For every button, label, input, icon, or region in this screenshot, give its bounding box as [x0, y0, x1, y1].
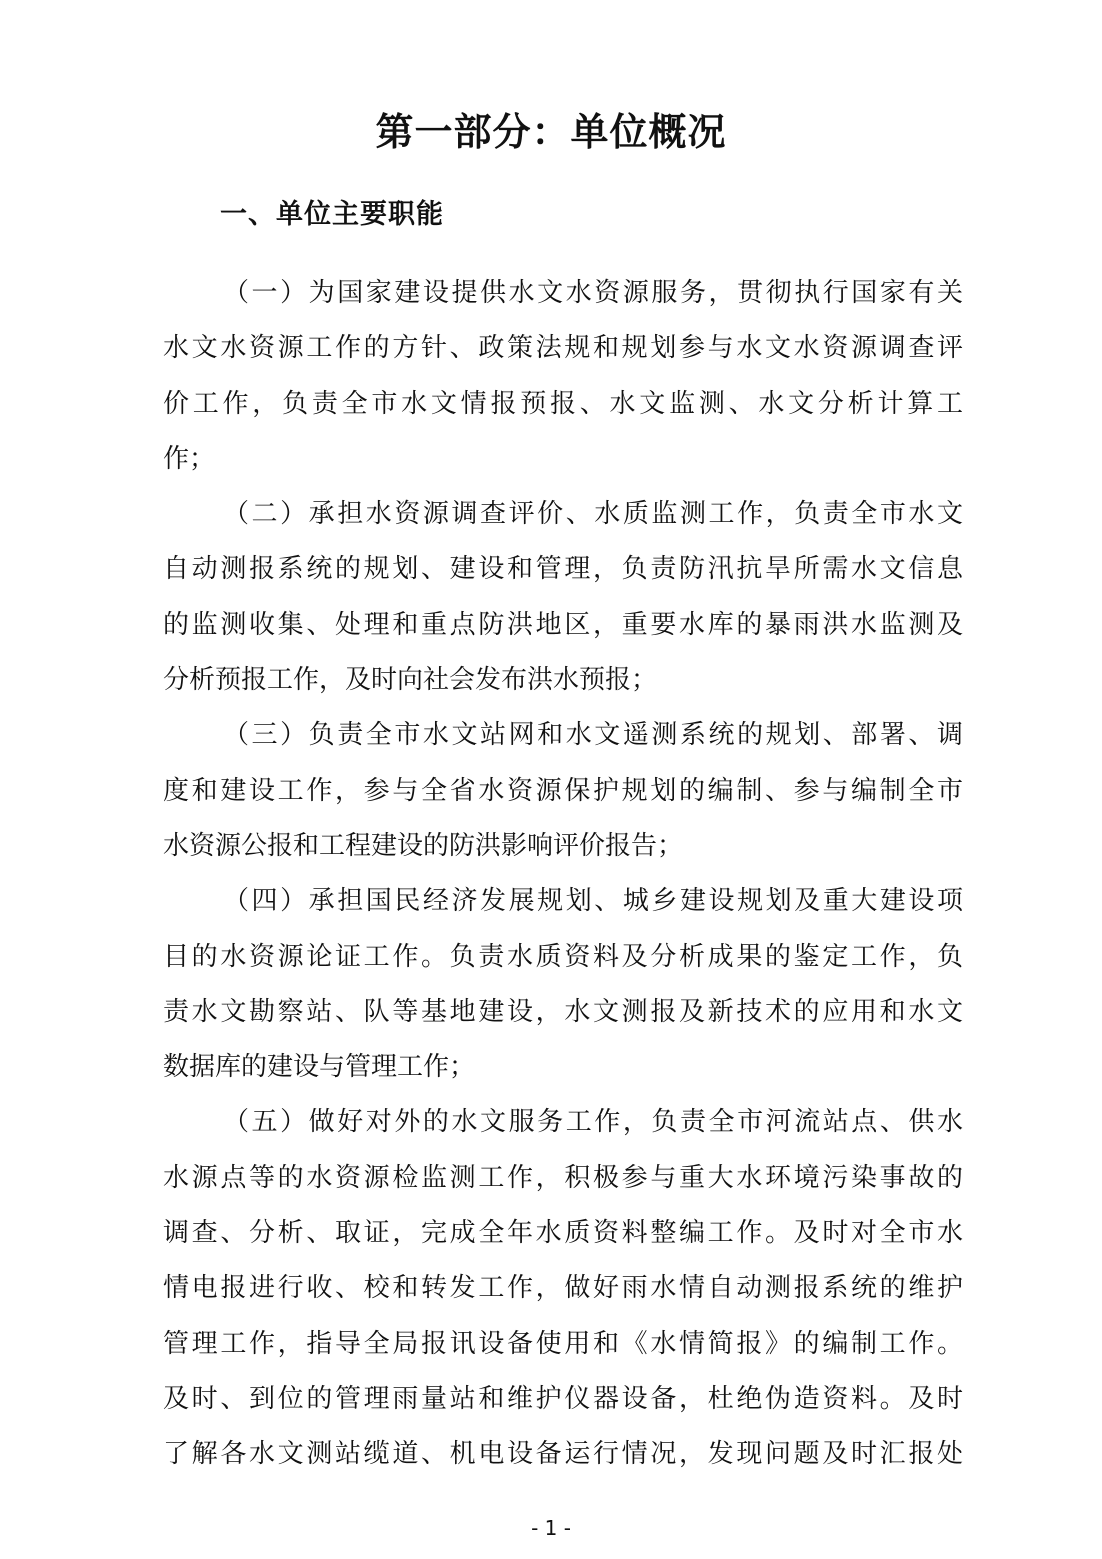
paragraph-line: 调查、分析、取证，完成全年水质资料整编工作。及时对全市水 — [163, 1218, 963, 1249]
paragraph-line: 自动测报系统的规划、建设和管理，负责防汛抗旱所需水文信息 — [163, 554, 963, 585]
paragraph — [163, 708, 963, 874]
paragraph-line: 水文水资源工作的方针、政策法规和规划参与水文水资源调查评 — [163, 333, 963, 364]
paragraph — [163, 487, 963, 708]
paragraph-line: 的监测收集、处理和重点防洪地区，重要水库的暴雨洪水监测及 — [163, 609, 963, 640]
paragraph-line: 管理工作，指导全局报讯设备使用和《水情简报》的编制工作。 — [163, 1328, 963, 1359]
document-title: 第一部分：单位概况 — [375, 110, 727, 154]
document-body — [163, 266, 963, 1483]
paragraph-line: （一）为国家建设提供水文水资源服务，贯彻执行国家有关 — [223, 278, 963, 308]
paragraph-line: 水资源公报和工程建设的防洪影响评价报告； — [163, 830, 684, 861]
paragraph-line: （五）做好对外的水文服务工作，负责全市河流站点、供水 — [223, 1107, 963, 1138]
section-heading: 一、单位主要职能 — [220, 199, 444, 230]
paragraph-line: （四）承担国民经济发展规划、城乡建设规划及重大建设项 — [223, 886, 963, 917]
paragraph-line: 价工作，负责全市水文情报预报、水文监测、水文分析计算工 — [163, 388, 963, 419]
paragraph-line: 数据库的建设与管理工作； — [163, 1052, 476, 1083]
paragraph-line: 分析预报工作，及时向社会发布洪水预报； — [163, 665, 658, 696]
paragraph-line: 作； — [163, 443, 216, 474]
paragraph-line: （二）承担水资源调查评价、水质监测工作，负责全市水文 — [223, 499, 963, 530]
paragraph-line: 及时、到位的管理雨量站和维护仪器设备，杜绝伪造资料。及时 — [163, 1383, 963, 1414]
paragraph-line: 情电报进行收、校和转发工作，做好雨水情自动测报系统的维护 — [163, 1273, 963, 1304]
paragraph-line: 了解各水文测站缆道、机电设备运行情况，发现问题及时汇报处 — [163, 1439, 963, 1470]
paragraph-line: 度和建设工作，参与全省水资源保护规划的编制、参与编制全市 — [163, 775, 963, 806]
paragraph — [163, 1095, 963, 1482]
paragraph-line: 责水文勘察站、队等基地建设，水文测报及新技术的应用和水文 — [163, 996, 963, 1027]
paragraph — [163, 266, 963, 487]
paragraph-line: 水源点等的水资源检监测工作，积极参与重大水环境污染事故的 — [163, 1162, 963, 1193]
page-number: - 1 - — [531, 1516, 571, 1540]
paragraph — [163, 874, 963, 1095]
paragraph-line: 目的水资源论证工作。负责水质资料及分析成果的鉴定工作，负 — [163, 941, 963, 972]
paragraph-line: （三）负责全市水文站网和水文遥测系统的规划、部署、调 — [223, 720, 963, 751]
